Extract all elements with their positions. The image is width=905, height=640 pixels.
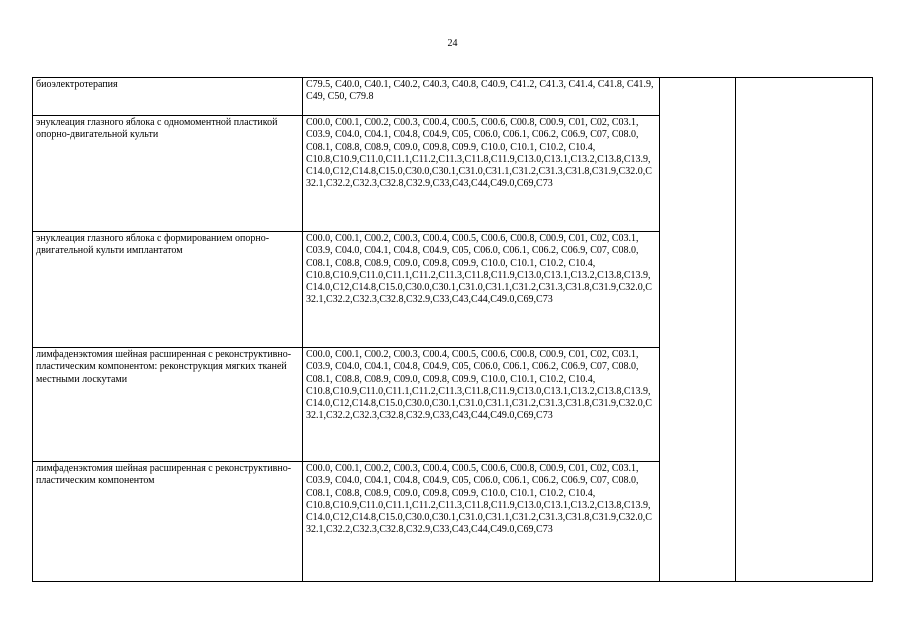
procedure-cell [33,78,303,116]
procedure-cell [33,348,303,462]
diagnosis-codes: C00.0, C00.1, C00.2, C00.3, C00.4, C00.5, C00.6, C00.8, C00.9, C01, C02, C03.1, C03.9, C04.0, C04.1, C04.8, C04.9, C05, C06.0, C06.1, C06.2, C06.9, C07, C08.0, C08.1, C08.8, C08.9, C09.0, C09.8, C09.9, C10.0, C10.1, C10.2, C10.4, C10.8,C10.9,C11.0,C11.1,C11.2,C11.3,C11.8,C11.9,C13.0,C13.1,C13.2,C13.8,C13.9,C14.0,C12,C14.8,C15.0,C30.0,C30.1,C31.0,C31.1,C31.2,C31.3,C31.8,C31.9,C32.0,C32.1,C32.2,C32.3,C32.8,C32.9,C33,C43,C44,C49.0,C69,C73 [306,117,652,190]
procedure-cell [33,462,303,582]
codes-cell [303,462,660,582]
codes-cell [303,232,660,348]
procedure-name: лимфаденэктомия шейная расширенная с реконструктивно-пластическим компонентом [36,463,292,487]
page-number: 24 [447,38,458,49]
codes-cell [303,348,660,462]
empty-cell-col4 [736,78,873,582]
diagnosis-codes: C00.0, C00.1, C00.2, C00.3, C00.4, C00.5, C00.6, C00.8, C00.9, C01, C02, C03.1, C03.9, C04.0, C04.1, C04.8, C04.9, C05, C06.0, C06.1, C06.2, C06.9, C07, C08.0, C08.1, C08.8, C08.9, C09.0, C09.8, C09.9, C10.0, C10.1, C10.2, C10.4, C10.8,C10.9,C11.0,C11.1,C11.2,C11.3,C11.8,C11.9,C13.0,C13.1,C13.2,C13.8,C13.9,C14.0,C12,C14.8,C15.0,C30.0,C30.1,C31.0,C31.1,C31.2,C31.3,C31.8,C31.9,C32.0,C32.1,C32.2,C32.3,C32.8,C32.9,C33,C43,C44,C49.0,C69,C73 [306,233,652,306]
codes-cell [303,78,660,116]
table-row [33,78,873,116]
procedure-name: биоэлектротерапия [36,79,118,90]
diagnosis-codes: C79.5, C40.0, C40.1, C40.2, C40.3, C40.8, C40.9, C41.2, C41.3, C41.4, C41.8, C41.9, C49, C50, C79.8 [306,79,654,103]
procedure-cell [33,232,303,348]
codes-cell [303,116,660,232]
procedures-table [32,77,873,582]
diagnosis-codes: C00.0, C00.1, C00.2, C00.3, C00.4, C00.5, C00.6, C00.8, C00.9, C01, C02, C03.1, C03.9, C04.0, C04.1, C04.8, C04.9, C05, C06.0, C06.1, C06.2, C06.9, C07, C08.0, C08.1, C08.8, C08.9, C09.0, C09.8, C09.9, C10.0, C10.1, C10.2, C10.4, C10.8,C10.9,C11.0,C11.1,C11.2,C11.3,C11.8,C11.9,C13.0,C13.1,C13.2,C13.8,C13.9,C14.0,C12,C14.8,C15.0,C30.0,C30.1,C31.0,C31.1,C31.2,C31.3,C31.8,C31.9,C32.0,C32.1,C32.2,C32.3,C32.8,C32.9,C33,C43,C44,C49.0,C69,C73 [306,349,652,422]
procedure-name: энуклеация глазного яблока с формированием опорно-двигательной культи имплантатом [36,233,270,257]
procedure-name: лимфаденэктомия шейная расширенная с реконструктивно-пластическим компонентом: реконструкция мягких тканей местными лоскутами [36,349,292,385]
diagnosis-codes: C00.0, C00.1, C00.2, C00.3, C00.4, C00.5, C00.6, C00.8, C00.9, C01, C02, C03.1, C03.9, C04.0, C04.1, C04.8, C04.9, C05, C06.0, C06.1, C06.2, C06.9, C07, C08.0, C08.1, C08.8, C08.9, C09.0, C09.8, C09.9, C10.0, C10.1, C10.2, C10.4, C10.8,C10.9,C11.0,C11.1,C11.2,C11.3,C11.8,C11.9,C13.0,C13.1,C13.2,C13.8,C13.9,C14.0,C12,C14.8,C15.0,C30.0,C30.1,C31.0,C31.1,C31.2,C31.3,C31.8,C31.9,C32.0,C32.1,C32.2,C32.3,C32.8,C32.9,C33,C43,C44,C49.0,C69,C73 [306,463,652,536]
procedure-name: энуклеация глазного яблока с одномоментной пластикой опорно-двигательной культи [36,117,278,141]
procedure-cell [33,116,303,232]
empty-cell-col3 [660,78,736,582]
